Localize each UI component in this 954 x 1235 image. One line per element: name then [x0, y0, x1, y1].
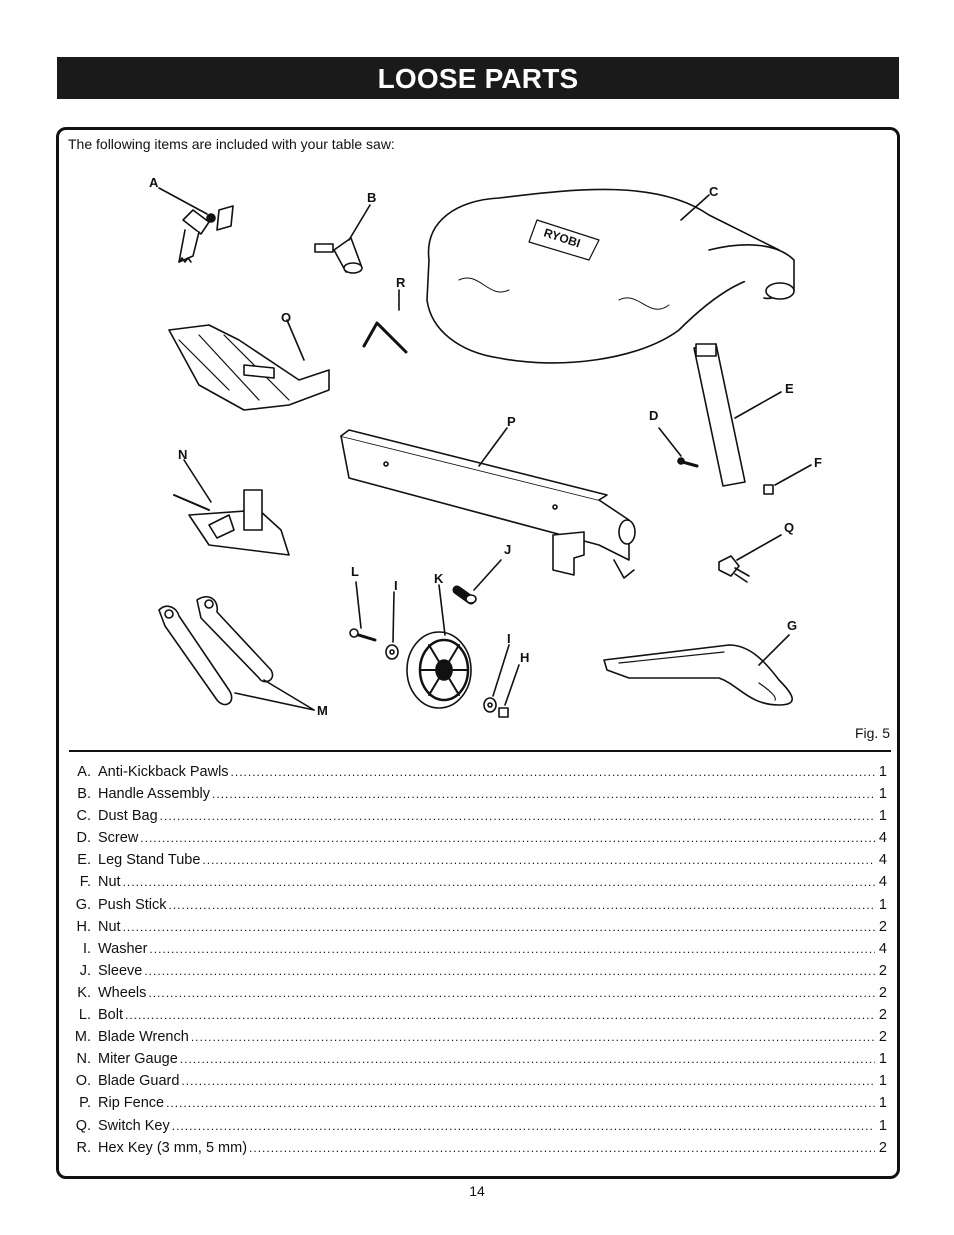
part-qty: 1 — [878, 896, 887, 913]
leader-dots — [191, 1030, 875, 1044]
list-item — [65, 852, 887, 874]
part-letter: P. — [79, 1095, 91, 1112]
part-name: Dust Bag — [98, 808, 158, 825]
leader-dots — [125, 1008, 875, 1022]
list-item — [65, 830, 887, 852]
part-letter: I. — [82, 940, 91, 957]
callout-k: K — [434, 571, 444, 586]
leader-dots — [160, 809, 875, 823]
anti-kickback-pawls-drawing — [159, 188, 233, 262]
part-name: Nut — [98, 874, 121, 891]
part-letter: D. — [76, 830, 91, 847]
list-item — [65, 1029, 887, 1051]
list-item — [65, 919, 887, 941]
part-letter: J. — [79, 962, 91, 979]
leader-dots — [166, 1096, 875, 1110]
list-item — [65, 963, 887, 985]
callout-d: D — [649, 408, 659, 423]
callout-l: L — [351, 564, 359, 579]
list-item — [65, 941, 887, 963]
part-name: Blade Wrench — [98, 1029, 189, 1046]
leader-dots — [249, 1141, 875, 1155]
leader-dots — [231, 765, 875, 779]
intro-text: The following items are included with your table saw: — [68, 136, 395, 152]
blade-guard-drawing — [169, 320, 329, 410]
nut-h-drawing — [499, 665, 519, 717]
section-banner — [57, 57, 899, 99]
push-stick-drawing — [604, 635, 792, 705]
part-qty: 1 — [878, 1095, 887, 1112]
part-qty: 1 — [878, 764, 887, 780]
part-name: Switch Key — [98, 1117, 170, 1134]
leader-dots — [123, 875, 875, 889]
part-name: Bolt — [98, 1007, 123, 1024]
list-item — [65, 786, 887, 808]
part-qty: 1 — [878, 1051, 887, 1068]
list-item — [65, 1118, 887, 1140]
part-letter: O. — [75, 1073, 91, 1090]
wheel-drawing — [407, 585, 471, 708]
part-letter: Q. — [75, 1117, 91, 1134]
hex-key-drawing — [364, 290, 406, 352]
part-qty: 2 — [878, 984, 887, 1001]
callout-i-right: I — [507, 631, 511, 646]
callout-p: P — [507, 414, 516, 429]
part-name: Blade Guard — [98, 1073, 180, 1090]
list-item — [65, 874, 887, 896]
list-item — [65, 897, 887, 919]
callout-h: H — [520, 650, 530, 665]
leader-dots — [172, 1119, 875, 1133]
parts-list — [65, 764, 887, 1162]
part-name: Nut — [98, 918, 121, 935]
callout-a: A — [149, 175, 159, 190]
part-letter: B. — [77, 786, 91, 803]
list-item — [65, 1095, 887, 1117]
leader-dots — [140, 831, 875, 845]
part-qty: 1 — [878, 808, 887, 825]
part-name: Miter Gauge — [98, 1051, 178, 1068]
dust-bag-drawing — [427, 189, 794, 362]
part-name: Wheels — [98, 984, 147, 1001]
callout-e: E — [785, 381, 794, 396]
part-letter: C. — [76, 808, 91, 825]
part-qty: 2 — [878, 918, 887, 935]
part-qty: 1 — [878, 1117, 887, 1134]
part-qty: 1 — [878, 1073, 887, 1090]
callout-g: G — [787, 618, 798, 633]
list-item — [65, 1051, 887, 1073]
rip-fence-drawing — [341, 428, 635, 578]
part-qty: 4 — [878, 852, 887, 869]
nut-f-drawing — [764, 465, 811, 494]
part-qty: 2 — [878, 1029, 887, 1046]
callout-m: M — [317, 703, 328, 718]
sleeve-drawing — [457, 560, 501, 603]
part-qty: 4 — [878, 874, 887, 891]
part-name: Rip Fence — [98, 1095, 165, 1112]
part-name: Push Stick — [98, 896, 167, 913]
list-item — [65, 985, 887, 1007]
list-item — [65, 1007, 887, 1029]
miter-gauge-drawing — [174, 460, 289, 555]
screw-drawing — [659, 428, 697, 466]
leader-dots — [148, 986, 875, 1000]
part-name: Washer — [98, 940, 148, 957]
part-letter: G. — [75, 896, 91, 913]
part-name: Handle Assembly — [98, 786, 211, 803]
part-name: Leg Stand Tube — [98, 852, 201, 869]
leg-stand-tube-drawing — [694, 344, 781, 486]
leader-dots — [212, 787, 875, 801]
switch-key-drawing — [719, 535, 781, 582]
leader-dots — [144, 964, 875, 978]
part-qty: 2 — [878, 962, 887, 979]
page-title: LOOSE PARTS — [377, 63, 579, 94]
part-name: Anti-Kickback Pawls — [98, 764, 229, 780]
divider — [69, 750, 891, 752]
callout-o: O — [281, 310, 292, 325]
leader-dots — [169, 898, 876, 912]
part-name: Hex Key (3 mm, 5 mm) — [98, 1139, 248, 1156]
leader-dots — [123, 920, 875, 934]
part-qty: 1 — [878, 786, 887, 803]
parts-illustration — [59, 130, 897, 750]
part-letter: M. — [74, 1029, 91, 1046]
page-number: 14 — [469, 1183, 485, 1199]
parts-panel — [56, 127, 900, 1179]
ryobi-logo-text: RYOBI — [542, 225, 583, 251]
callout-c: C — [709, 184, 719, 199]
part-letter: N. — [76, 1051, 91, 1068]
part-qty: 2 — [878, 1007, 887, 1024]
leader-dots — [181, 1074, 875, 1088]
handle-assembly-drawing — [315, 205, 370, 273]
figure-label: Fig. 5 — [854, 725, 890, 741]
part-letter: H. — [76, 918, 91, 935]
washer-left-drawing — [386, 592, 398, 659]
blade-wrenches-drawing — [159, 597, 314, 710]
part-qty: 2 — [878, 1139, 887, 1156]
part-qty: 4 — [878, 830, 887, 847]
leader-dots — [149, 942, 875, 956]
part-letter: L. — [78, 1007, 91, 1024]
list-item — [65, 1073, 887, 1095]
part-name: Screw — [98, 830, 139, 847]
callout-r: R — [396, 275, 406, 290]
part-qty: 4 — [878, 940, 887, 957]
part-letter: F. — [79, 874, 91, 891]
part-name: Sleeve — [98, 962, 143, 979]
part-letter: K. — [77, 984, 91, 1001]
callout-f: F — [814, 455, 822, 470]
callout-b: B — [367, 190, 377, 205]
callout-j: J — [504, 542, 512, 557]
callout-i-left: I — [394, 578, 398, 593]
part-letter: A. — [77, 764, 91, 780]
list-item — [65, 1140, 887, 1162]
list-item — [65, 808, 887, 830]
leader-dots — [180, 1052, 875, 1066]
part-letter: R. — [76, 1139, 91, 1156]
list-item — [65, 764, 887, 786]
leader-dots — [202, 853, 875, 867]
bolt-drawing — [350, 582, 375, 640]
callout-n: N — [178, 447, 188, 462]
part-letter: E. — [77, 852, 91, 869]
callout-q: Q — [784, 520, 795, 535]
parts-drawing — [59, 130, 897, 750]
